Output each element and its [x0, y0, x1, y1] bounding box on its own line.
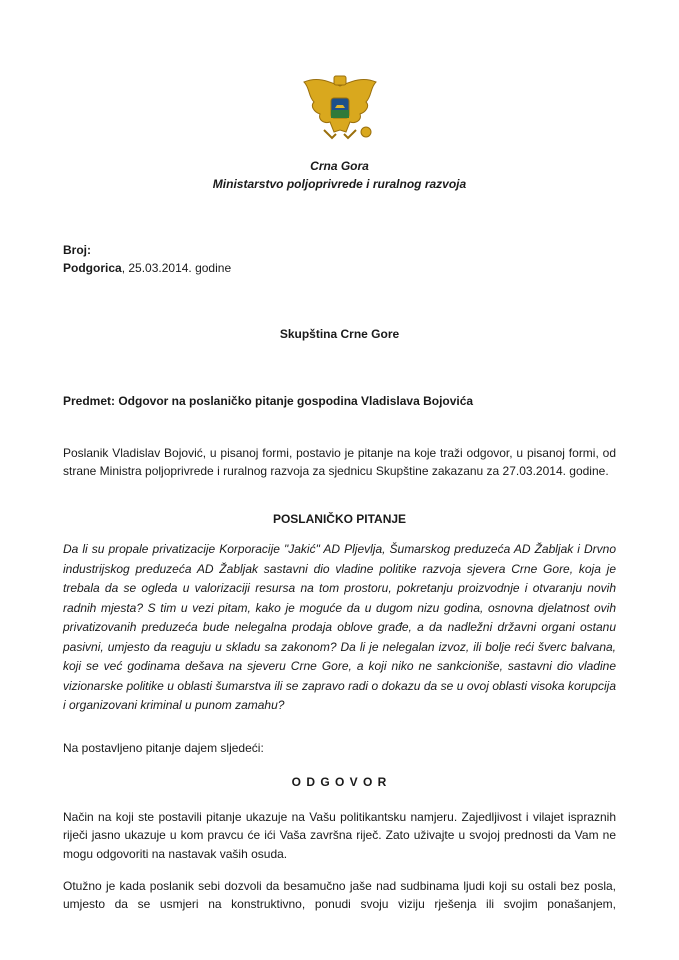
- document-meta: [63, 242, 616, 277]
- country-name: Crna Gora: [310, 159, 369, 173]
- coat-of-arms-emblem: [300, 72, 380, 144]
- intro-paragraph: Poslanik Vladislav Bojović, u pisanoj formi, postavio je pitanje na koje traži odgovor, u pisanoj formi, od strane Ministra poljoprivrede i ruralnog razvoja za sjednicu Skupštine zakazanu za 27.03.2014. godine.: [63, 446, 616, 479]
- place: Podgorica: [63, 260, 122, 275]
- answer-paragraph-1: Način na koji ste postavili pitanje ukazuje na Vašu politikantsku namjeru. Zajedljivost i vilajet ispraznih riječi jasno ukazuje u kom pravcu će ići Vaša završna riječ. Zato uživajte u svojoj prednosti da Vam ne mogu odgovoriti na nastavak vaših osuda.: [63, 810, 616, 861]
- date: , 25.03.2014. godine: [121, 260, 232, 275]
- answer-paragraph-2: Otužno je kada poslanik sebi dozvoli da besamučno jaše nad sudbinama ljudi koji su ostali bez posla, umjesto da se usmjeri na konstruktivno, ponudi svoju viziju rješenja ili svojim ponašanjem,: [63, 879, 616, 912]
- recipient: Skupština Crne Gore: [279, 327, 400, 341]
- letterhead: [63, 157, 616, 193]
- question-heading: POSLANIČKO PITANJE: [272, 512, 407, 526]
- ministry-name: Ministarstvo poljoprivrede i ruralnog razvoja: [212, 177, 467, 191]
- answer-intro: Na postavljeno pitanje dajem sljedeći:: [63, 741, 264, 755]
- broj-label: Broj:: [63, 243, 91, 257]
- answer-heading: O D G O V O R: [291, 775, 388, 789]
- question-paragraph: Da li su propale privatizacije Korporacije "Jakić" AD Pljevlja, Šumarskog preduzeća AD Žabljak i Drvno industrijskog preduzeća AD Žabljak sastavni dio vladine politike razvoja sjevera Crne Gore, koja je trebala da se ogleda u valorizaciji resursa na tom prostoru, pokretanju proizvodnje i otvaranju novih radnih mjesta? S tim u vezi pitam, kako je moguće da u dugom nizu godina, osnovna djelatnost ovih privatizovanih preduzeća bude nelegalna prodaja oblove građe, a da nadležni državni organi ostanu pasivni, umjesto da reaguju u skladu sa zakonom? Da li je nelegalan izvoz, ili bolje reći šverc balvana, koji se već godinama dešava na sjeveru Crne Gore, a koji niko ne sankcioniše, sastavni dio vladine vizionarske politike u oblasti šumarstva ili se zapravo radi o dokazu da se u ovoj oblasti visoka korupcija i organizovani kriminal u punom zamahu?: [63, 542, 616, 712]
- subject: Predmet: Odgovor na poslaničko pitanje gospodina Vladislava Bojovića: [63, 394, 474, 408]
